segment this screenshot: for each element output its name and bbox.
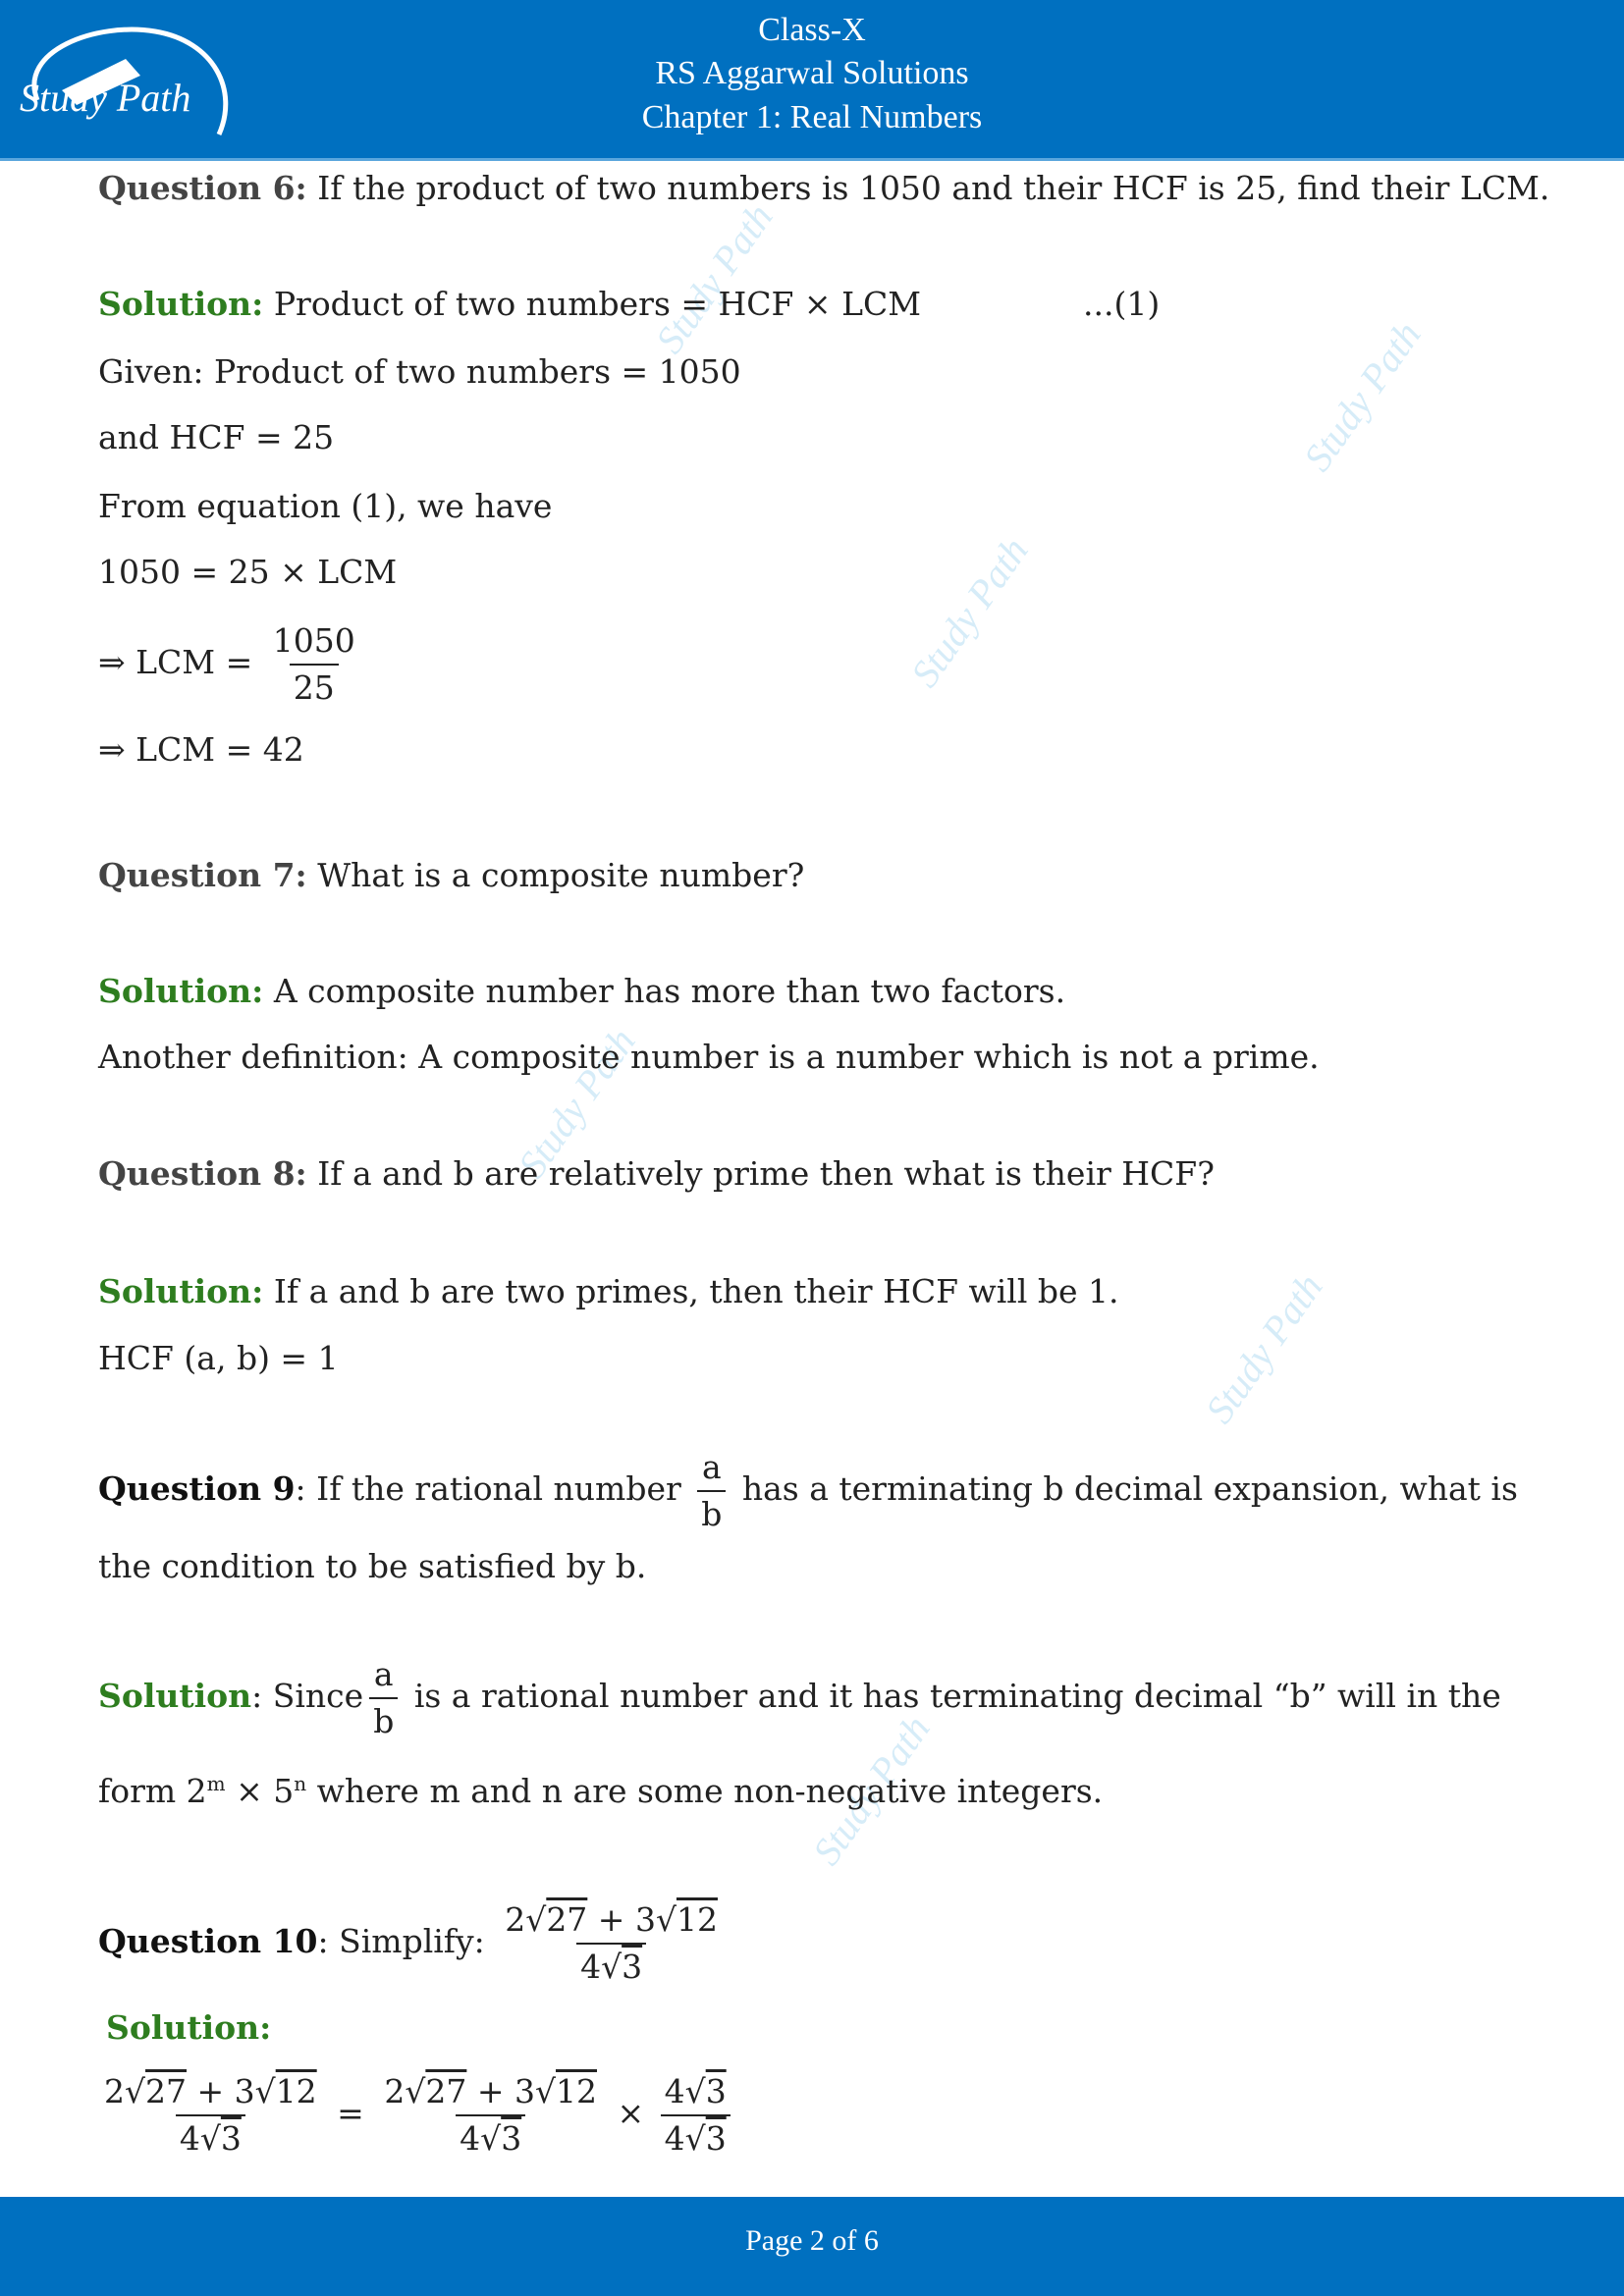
page-number: Page 2 of 6 <box>745 2224 879 2257</box>
watermark: Study Path <box>901 529 1037 695</box>
solution-line: form $2^m \times 5^n$ where m and n are some non-negative integers. <box>98 1772 1104 1810</box>
solution-10-equation: $\frac{2√27 + 3√12}{4√3}$ = $\frac{2√27 + 3√12}{4√3}$ × $\frac{4√3}{4√3}$ <box>94 2069 736 2162</box>
solution-line: Given: Product of two numbers = 1050 <box>98 352 741 391</box>
watermark: Study Path <box>1294 313 1430 479</box>
solution-line: 1050 = 25 × LCM <box>98 553 398 591</box>
question-9: Question 9: If the rational number $\frac{a}{b}$ has a terminating b decimal expansion, what is <box>98 1445 1518 1537</box>
question-6: Question 6: If the product of two numbers is 1050 and their HCF is 25, find their LCM. <box>98 169 1550 207</box>
question-7: Question 7: What is a composite number? <box>98 856 805 894</box>
watermark: Study Path <box>509 1020 644 1186</box>
class-title: Class-X <box>758 12 866 48</box>
watermark: Study Path <box>1196 1265 1331 1431</box>
logo-text: Study Path <box>20 76 191 120</box>
solution-line: and HCF = 25 <box>98 418 335 456</box>
header-banner <box>0 0 1624 161</box>
question-9-cont: the condition to be satisfied by b. <box>98 1547 647 1585</box>
question-10: Question 10: Simplify: $\frac{2√27 + 3√12}{4√3}$ <box>98 1897 728 1990</box>
watermark: Study Path <box>646 195 782 361</box>
solution-10-label: Solution: <box>106 2008 272 2047</box>
solution-line: Another definition: A composite number is a number which is not a prime. <box>98 1038 1320 1076</box>
solution-line: ⇒ LCM = 42 <box>98 730 304 769</box>
solution-line: From equation (1), we have <box>98 487 553 525</box>
watermark: Study Path <box>803 1707 939 1873</box>
footer-banner <box>0 2197 1624 2296</box>
solution-8: Solution: If a and b are two primes, then their HCF will be 1. <box>98 1272 1119 1310</box>
solution-9: Solution: Since $\frac{a}{b}$ is a rational number and it has terminating decimal “b” will in the <box>98 1652 1501 1744</box>
question-8: Question 8: If a and b are relatively prime then what is their HCF? <box>98 1154 1215 1193</box>
solution-line: ⇒ LCM = $\frac{1050}{25}$ <box>98 618 365 711</box>
solution-6: Solution: Product of two numbers = HCF × LCM ...(1) <box>98 285 1161 323</box>
solution-7: Solution: A composite number has more than two factors. <box>98 972 1066 1010</box>
solution-line: HCF (a, b) = 1 <box>98 1339 339 1377</box>
chapter-title: Chapter 1: Real Numbers <box>641 99 983 135</box>
book-title: RS Aggarwal Solutions <box>655 55 969 91</box>
